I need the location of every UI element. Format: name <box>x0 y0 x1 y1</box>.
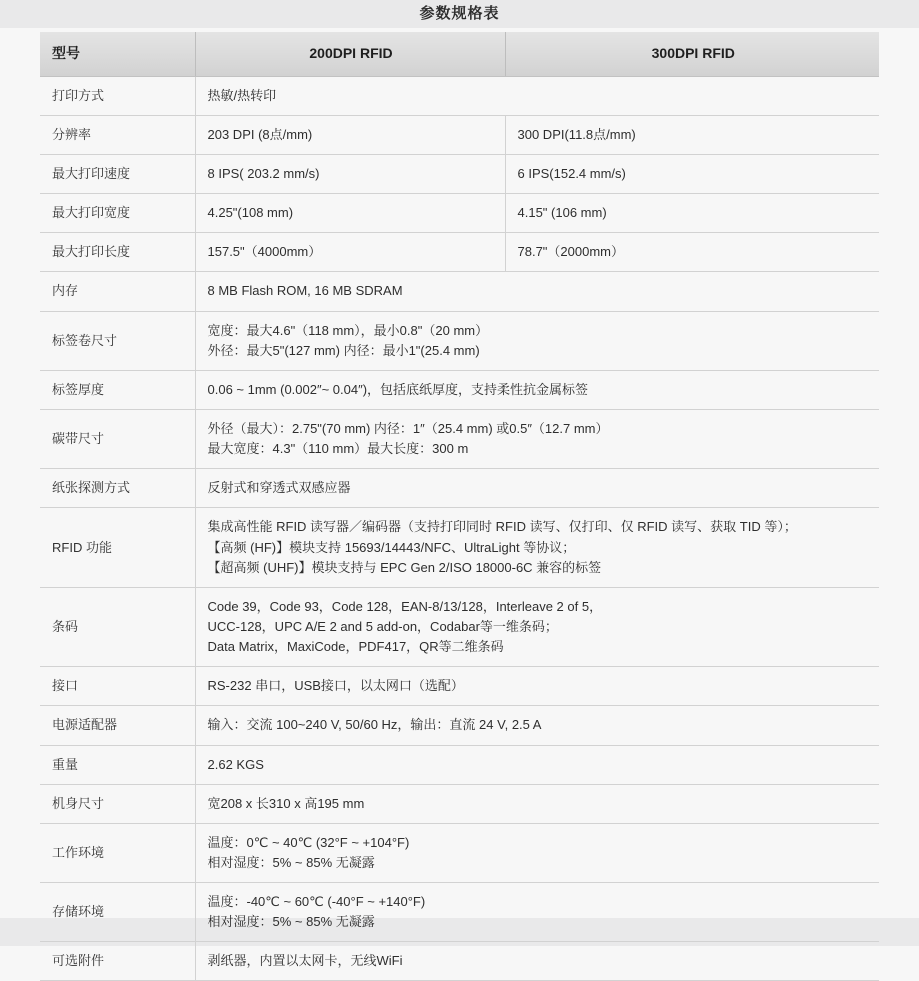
table-row <box>40 370 879 409</box>
row-value-200dpi: 8 IPS( 203.2 mm/s) <box>195 154 505 193</box>
table-row <box>40 311 879 370</box>
row-value: 2.62 KGS <box>195 745 879 784</box>
row-value: 热敏/热转印 <box>195 76 879 115</box>
row-label: 最大打印速度 <box>40 154 195 193</box>
row-value: RS-232 串口，USB接口，以太网口（选配） <box>195 667 879 706</box>
row-label: 存储环境 <box>40 883 195 942</box>
row-value: 集成高性能 RFID 读写器／编码器（支持打印同时 RFID 读写、仅打印、仅 RFID 读写、获取 TID 等）； 【高频 (HF)】模块支持 15693/14443/NFC、UltraLight 等协议； 【超高频 (UHF)】模块支持与 EPC Gen 2/ISO 18000-6C 兼容的标签 <box>195 508 879 587</box>
table-row <box>40 115 879 154</box>
row-value: 0.06 ~ 1mm (0.002″~ 0.04″)，包括底纸厚度，支持柔性抗金属标签 <box>195 370 879 409</box>
row-label: 电源适配器 <box>40 706 195 745</box>
table-row <box>40 272 879 311</box>
table-row <box>40 823 879 882</box>
row-label: 打印方式 <box>40 76 195 115</box>
row-label: 碳带尺寸 <box>40 409 195 468</box>
row-value: 温度：-40℃ ~ 60℃ (-40°F ~ +140°F) 相对湿度：5% ~ 85% 无凝露 <box>195 883 879 942</box>
spec-table <box>40 32 879 981</box>
row-label: 重量 <box>40 745 195 784</box>
table-row <box>40 942 879 981</box>
row-value: Code 39，Code 93，Code 128，EAN-8/13/128，Interleave 2 of 5， UCC-128，UPC A/E 2 and 5 add-on，Codabar等一维条码； Data Matrix，MaxiCode，PDF417，QR等二维条码 <box>195 587 879 666</box>
table-row <box>40 508 879 587</box>
row-label: 可选附件 <box>40 942 195 981</box>
row-label: 条码 <box>40 587 195 666</box>
table-row <box>40 883 879 942</box>
row-label: 分辨率 <box>40 115 195 154</box>
row-label: 工作环境 <box>40 823 195 882</box>
row-label: 最大打印宽度 <box>40 194 195 233</box>
row-value: 8 MB Flash ROM, 16 MB SDRAM <box>195 272 879 311</box>
row-value-300dpi: 78.7"（2000mm） <box>505 233 879 272</box>
table-header <box>40 32 879 76</box>
row-label: 接口 <box>40 667 195 706</box>
row-label: 纸张探测方式 <box>40 469 195 508</box>
row-value: 宽度：最大4.6"（118 mm），最小0.8"（20 mm） 外径：最大5"(127 mm) 内径：最小1"(25.4 mm) <box>195 311 879 370</box>
header-200dpi-rfid: 200DPI RFID <box>195 32 505 76</box>
row-value: 反射式和穿透式双感应器 <box>195 469 879 508</box>
page-title: 参数规格表 <box>419 5 500 22</box>
row-value: 宽208 x 长310 x 高195 mm <box>195 784 879 823</box>
row-label: 标签卷尺寸 <box>40 311 195 370</box>
row-value: 剥纸器，内置以太网卡，无线WiFi <box>195 942 879 981</box>
row-label: 最大打印长度 <box>40 233 195 272</box>
table-header-row <box>40 32 879 76</box>
table-row <box>40 587 879 666</box>
row-value: 外径（最大）：2.75"(70 mm) 内径：1″（25.4 mm) 或0.5″（12.7 mm） 最大宽度：4.3"（110 mm）最大长度：300 m <box>195 409 879 468</box>
table-row <box>40 409 879 468</box>
row-value-200dpi: 157.5"（4000mm） <box>195 233 505 272</box>
row-value: 温度：0℃ ~ 40℃ (32°F ~ +104°F) 相对湿度：5% ~ 85% 无凝露 <box>195 823 879 882</box>
row-label: 内存 <box>40 272 195 311</box>
row-value-300dpi: 4.15" (106 mm) <box>505 194 879 233</box>
table-row <box>40 154 879 193</box>
row-label: 标签厚度 <box>40 370 195 409</box>
table-row <box>40 469 879 508</box>
row-value-300dpi: 6 IPS(152.4 mm/s) <box>505 154 879 193</box>
table-row <box>40 784 879 823</box>
row-label: 机身尺寸 <box>40 784 195 823</box>
table-row <box>40 194 879 233</box>
row-value-200dpi: 203 DPI (8点/mm) <box>195 115 505 154</box>
table-body <box>40 76 879 981</box>
row-label: RFID 功能 <box>40 508 195 587</box>
table-row <box>40 233 879 272</box>
table-row <box>40 667 879 706</box>
header-model: 型号 <box>40 32 195 76</box>
header-300dpi-rfid: 300DPI RFID <box>505 32 879 76</box>
row-value-300dpi: 300 DPI(11.8点/mm) <box>505 115 879 154</box>
table-row <box>40 745 879 784</box>
row-value-200dpi: 4.25"(108 mm) <box>195 194 505 233</box>
row-value: 输入：交流 100~240 V, 50/60 Hz，输出：直流 24 V, 2.5 A <box>195 706 879 745</box>
table-row <box>40 76 879 115</box>
table-row <box>40 706 879 745</box>
